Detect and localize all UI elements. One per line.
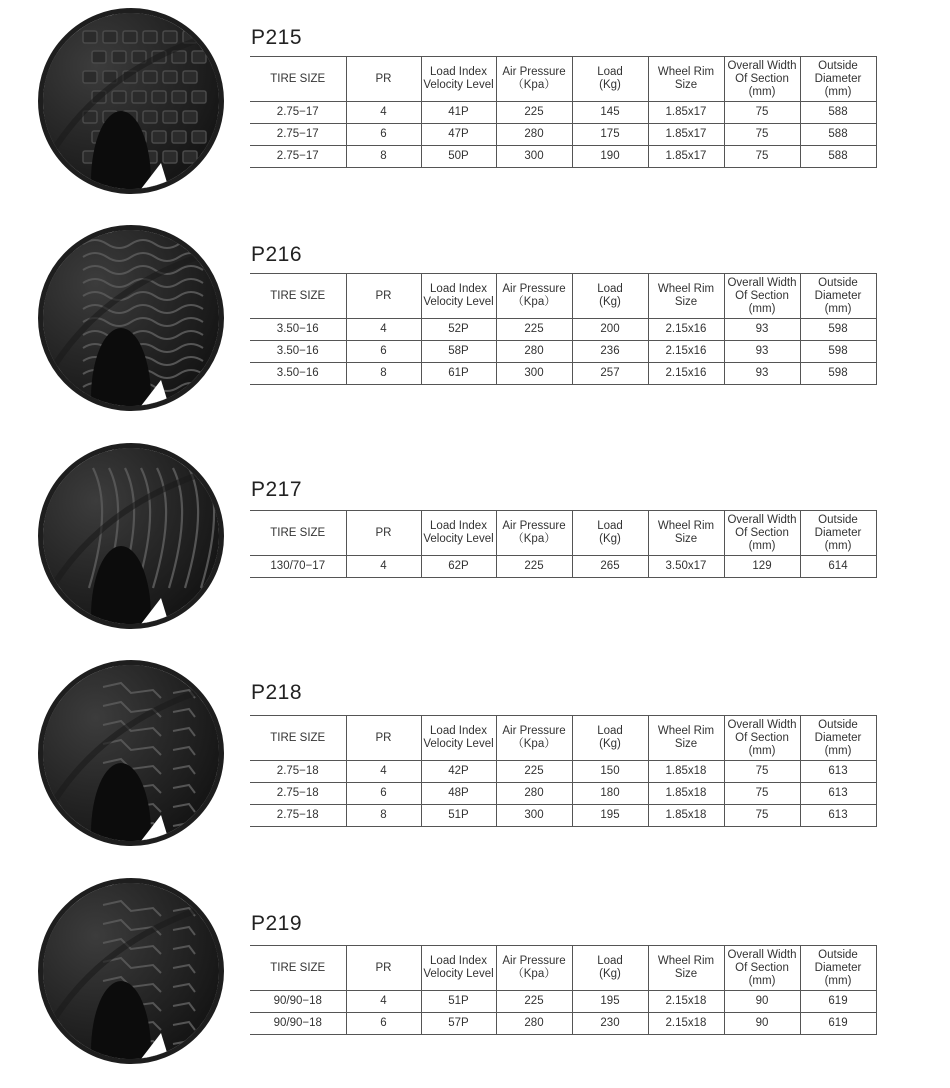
column-header: TIRE SIZE [250,274,346,319]
column-header: Wheel Rim Size [648,716,724,761]
table-cell: 4 [346,556,421,578]
header-row [250,716,876,761]
column-header: Outside Diameter (mm) [800,716,876,761]
table-cell: 90 [724,991,800,1013]
column-header: Wheel Rim Size [648,57,724,102]
tire-tread-icon [43,448,219,624]
tire-tread-icon [43,883,219,1059]
model-title: P217 [251,478,303,501]
table-cell: 47P [421,124,496,146]
column-header: Load (Kg) [572,57,648,102]
column-header: PR [346,274,421,319]
column-header: TIRE SIZE [250,946,346,991]
column-header: Load Index Velocity Level [421,57,496,102]
table-cell: 1.85x17 [648,124,724,146]
table-cell: 619 [800,1013,876,1035]
column-header: Air Pressure （Kpa） [496,57,572,102]
table-row [250,341,876,363]
table-cell: 150 [572,761,648,783]
table-cell: 280 [496,341,572,363]
table-cell: 225 [496,556,572,578]
column-header: Overall Width Of Section (mm) [724,57,800,102]
table-cell: 2.75−17 [250,146,346,168]
table-cell: 2.75−17 [250,124,346,146]
column-header: PR [346,57,421,102]
table-cell: 300 [496,146,572,168]
table-cell: 613 [800,805,876,827]
table-cell: 90/90−18 [250,991,346,1013]
table-row [250,146,876,168]
column-header: PR [346,946,421,991]
table-cell: 175 [572,124,648,146]
column-header: Outside Diameter (mm) [800,511,876,556]
table-cell: 598 [800,319,876,341]
table-cell: 130/70−17 [250,556,346,578]
table-cell: 2.15x18 [648,1013,724,1035]
table-cell: 93 [724,341,800,363]
table-row [250,783,876,805]
column-header: Outside Diameter (mm) [800,274,876,319]
column-header: Overall Width Of Section (mm) [724,274,800,319]
column-header: Wheel Rim Size [648,274,724,319]
table-cell: 51P [421,805,496,827]
table-cell: 52P [421,319,496,341]
table-row [250,991,876,1013]
table-cell: 129 [724,556,800,578]
table-cell: 57P [421,1013,496,1035]
table-cell: 58P [421,341,496,363]
table-cell: 145 [572,102,648,124]
table-row [250,761,876,783]
table-cell: 2.75−18 [250,783,346,805]
table-cell: 2.15x16 [648,363,724,385]
column-header: Air Pressure （Kpa） [496,511,572,556]
tire-image [38,443,224,629]
table-cell: 3.50−16 [250,341,346,363]
tire-image [38,225,224,411]
table-cell: 3.50−16 [250,319,346,341]
column-header: Load Index Velocity Level [421,274,496,319]
column-header: Overall Width Of Section (mm) [724,946,800,991]
table-cell: 200 [572,319,648,341]
table-cell: 195 [572,805,648,827]
table-cell: 598 [800,341,876,363]
table-cell: 598 [800,363,876,385]
header-row [250,511,876,556]
table-cell: 4 [346,991,421,1013]
table-cell: 75 [724,805,800,827]
column-header: Load Index Velocity Level [421,946,496,991]
table-cell: 75 [724,783,800,805]
table-cell: 62P [421,556,496,578]
column-header: Load (Kg) [572,274,648,319]
table-cell: 41P [421,102,496,124]
table-row [250,319,876,341]
table-cell: 93 [724,319,800,341]
tire-tread-icon [43,665,219,841]
column-header: TIRE SIZE [250,716,346,761]
table-cell: 2.15x16 [648,341,724,363]
table-row [250,1013,876,1035]
column-header: Load Index Velocity Level [421,511,496,556]
table-cell: 50P [421,146,496,168]
column-header: TIRE SIZE [250,511,346,556]
table-cell: 1.85x18 [648,783,724,805]
tire-image [38,878,224,1064]
table-cell: 230 [572,1013,648,1035]
table-cell: 1.85x18 [648,761,724,783]
table-cell: 613 [800,761,876,783]
column-header: Overall Width Of Section (mm) [724,716,800,761]
table-cell: 6 [346,1013,421,1035]
table-cell: 2.15x18 [648,991,724,1013]
table-cell: 61P [421,363,496,385]
header-row [250,274,876,319]
table-cell: 225 [496,761,572,783]
table-cell: 257 [572,363,648,385]
table-cell: 42P [421,761,496,783]
table-cell: 6 [346,341,421,363]
model-title: P216 [251,243,303,266]
table-cell: 190 [572,146,648,168]
table-cell: 6 [346,783,421,805]
tire-tread-icon [43,230,219,406]
column-header: Air Pressure （Kpa） [496,946,572,991]
tire-image [38,8,224,194]
table-cell: 280 [496,124,572,146]
table-cell: 1.85x18 [648,805,724,827]
table-row [250,805,876,827]
tire-tread-icon [43,13,219,189]
column-header: TIRE SIZE [250,57,346,102]
table-cell: 4 [346,102,421,124]
table-cell: 588 [800,124,876,146]
table-cell: 2.75−18 [250,761,346,783]
table-cell: 8 [346,146,421,168]
table-cell: 265 [572,556,648,578]
table-cell: 75 [724,761,800,783]
spec-table [250,273,877,385]
column-header: Load (Kg) [572,511,648,556]
spec-table [250,715,877,827]
table-row [250,102,876,124]
table-cell: 48P [421,783,496,805]
table-cell: 280 [496,1013,572,1035]
table-cell: 619 [800,991,876,1013]
table-row [250,363,876,385]
table-cell: 2.75−17 [250,102,346,124]
column-header: Wheel Rim Size [648,511,724,556]
table-cell: 1.85x17 [648,146,724,168]
table-cell: 90/90−18 [250,1013,346,1035]
table-cell: 280 [496,783,572,805]
table-cell: 93 [724,363,800,385]
table-cell: 588 [800,102,876,124]
column-header: Load (Kg) [572,946,648,991]
table-cell: 3.50x17 [648,556,724,578]
table-cell: 90 [724,1013,800,1035]
column-header: Load (Kg) [572,716,648,761]
column-header: Wheel Rim Size [648,946,724,991]
table-cell: 2.15x16 [648,319,724,341]
column-header: Outside Diameter (mm) [800,57,876,102]
table-cell: 300 [496,363,572,385]
table-cell: 588 [800,146,876,168]
model-title: P219 [251,912,303,935]
column-header: Overall Width Of Section (mm) [724,511,800,556]
table-cell: 3.50−16 [250,363,346,385]
table-cell: 51P [421,991,496,1013]
table-cell: 75 [724,146,800,168]
column-header: Load Index Velocity Level [421,716,496,761]
table-cell: 4 [346,319,421,341]
table-cell: 236 [572,341,648,363]
header-row [250,57,876,102]
table-cell: 614 [800,556,876,578]
table-cell: 225 [496,102,572,124]
column-header: Air Pressure （Kpa） [496,274,572,319]
table-cell: 180 [572,783,648,805]
table-cell: 225 [496,319,572,341]
column-header: PR [346,716,421,761]
table-cell: 613 [800,783,876,805]
table-row [250,124,876,146]
table-cell: 2.75−18 [250,805,346,827]
table-cell: 225 [496,991,572,1013]
model-title: P215 [251,26,303,49]
table-cell: 75 [724,102,800,124]
column-header: Outside Diameter (mm) [800,946,876,991]
table-cell: 300 [496,805,572,827]
table-cell: 6 [346,124,421,146]
model-title: P218 [251,681,303,704]
column-header: PR [346,511,421,556]
table-cell: 1.85x17 [648,102,724,124]
table-cell: 195 [572,991,648,1013]
spec-table [250,945,877,1035]
table-cell: 8 [346,805,421,827]
column-header: Air Pressure （Kpa） [496,716,572,761]
table-cell: 4 [346,761,421,783]
table-cell: 8 [346,363,421,385]
tire-image [38,660,224,846]
spec-table [250,56,877,168]
header-row [250,946,876,991]
spec-table [250,510,877,578]
table-row [250,556,876,578]
table-cell: 75 [724,124,800,146]
